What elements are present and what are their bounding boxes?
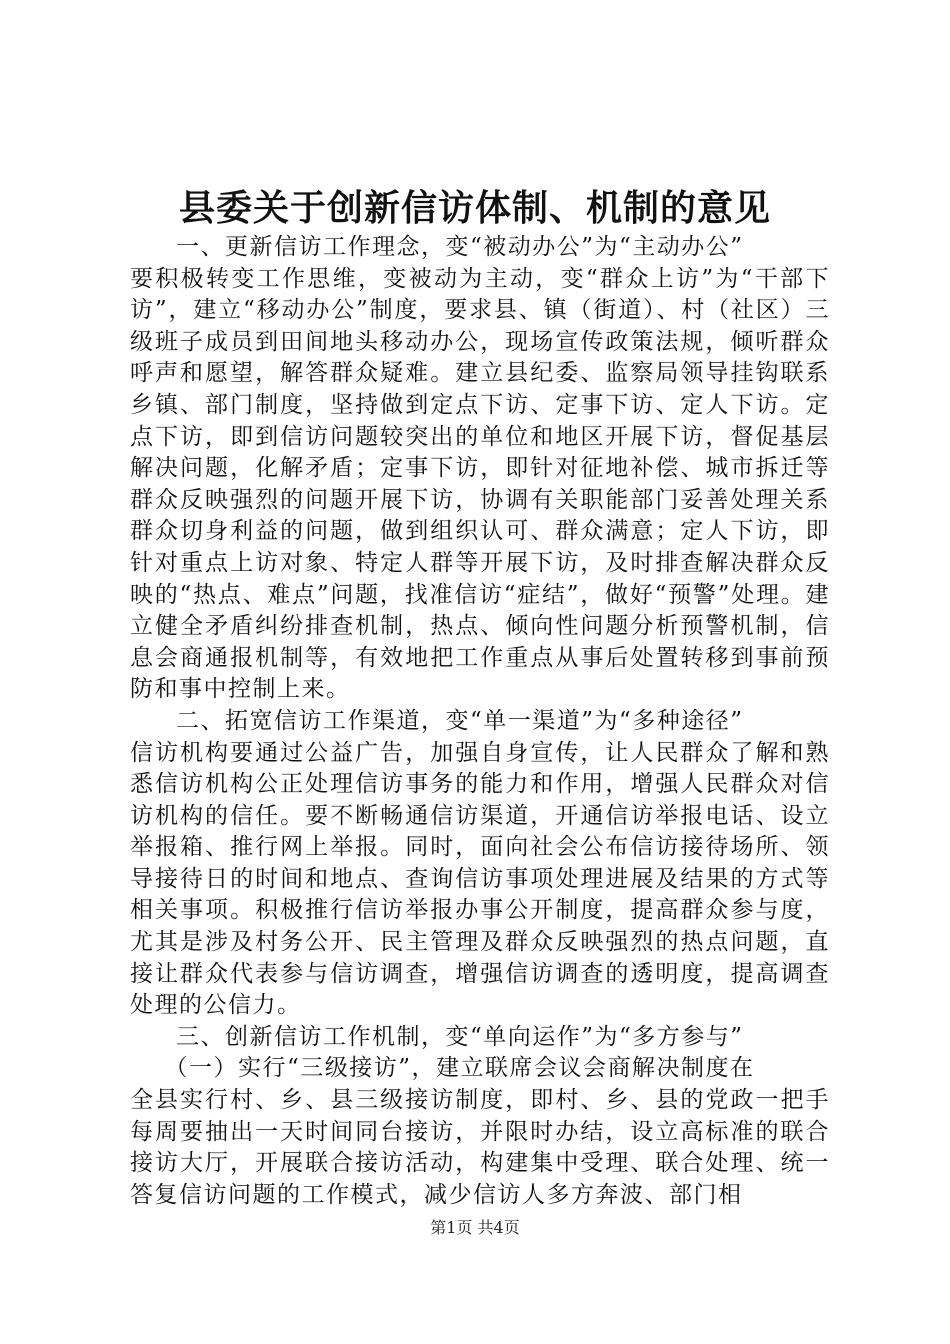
paragraph: 信访机构要通过公益广告，加强自身宣传，让人民群众了解和熟悉信访机构公正处理信访事务的能力和作用，增强人民群众对信访机构的信任。要不断畅通信访渠道，开通信访举报电话、设立举报箱、推行网上举报。同时，面向社会公布信访接待场所、领导接待日的时间和地点、查询信访事项处理进展及结果的方式等相关事项。积极推行信访举报办事公开制度，提高群众参与度，尤其是涉及村务公开、民主管理及群众反映强烈的热点问题，直接让群众代表参与信访调查，增强信访调查的透明度，提高调查处理的公信力。 bbox=[130, 739, 830, 1019]
document-body bbox=[130, 232, 830, 1211]
subsection-heading: （一）实行“三级接访”，建立联席会议会商解决制度在 bbox=[164, 1055, 755, 1082]
section-3-heading: 三、创新信访工作机制，变“单向运作”为“多方参与” bbox=[176, 1023, 744, 1050]
section-2-heading: 二、拓宽信访工作渠道，变“单一渠道”为“多种途径” bbox=[176, 707, 744, 734]
document-title: 县委关于创新信访体制、机制的意见 bbox=[178, 187, 771, 229]
page-number-footer: 第1页 共4页 bbox=[430, 1218, 520, 1237]
paragraph: 要积极转变工作思维，变被动为主动，变“群众上访”为“干部下访”，建立“移动办公”制度，要求县、镇（街道）、村（社区）三级班子成员到田间地头移动办公，现场宣传政策法规，倾听群众呼声和愿望，解答群众疑难。建立县纪委、监察局领导挂钩联系乡镇、部门制度，坚持做到定点下访、定事下访、定人下访。定点下访，即到信访问题较突出的单位和地区开展下访，督促基层解决问题，化解矛盾；定事下访，即针对征地补偿、城市拆迁等群众反映强烈的问题开展下访，协调有关职能部门妥善处理关系群众切身利益的问题，做到组织认可、群众满意；定人下访，即针对重点上访对象、特定人群等开展下访，及时排查解决群众反映的“热点、难点”问题，找准信访“症结”，做好“预警”处理。建立健全矛盾纠纷排查机制，热点、倾向性问题分析预警机制，信息会商通报机制等，有效地把工作重点从事后处置转移到事前预防和事中控制上来。 bbox=[130, 265, 830, 703]
section-1-heading: 一、更新信访工作理念，变“被动办公”为“主动办公” bbox=[176, 234, 744, 260]
paragraph: 全县实行村、乡、县三级接访制度，即村、乡、县的党政一把手每周要抽出一天时间同台接访，并限时办结，设立高标准的联合接访大厅，开展联合接访活动，构建集中受理、联合处理、统一答复信访问题的工作模式，减少信访人多方奔波、部门相 bbox=[130, 1087, 830, 1208]
